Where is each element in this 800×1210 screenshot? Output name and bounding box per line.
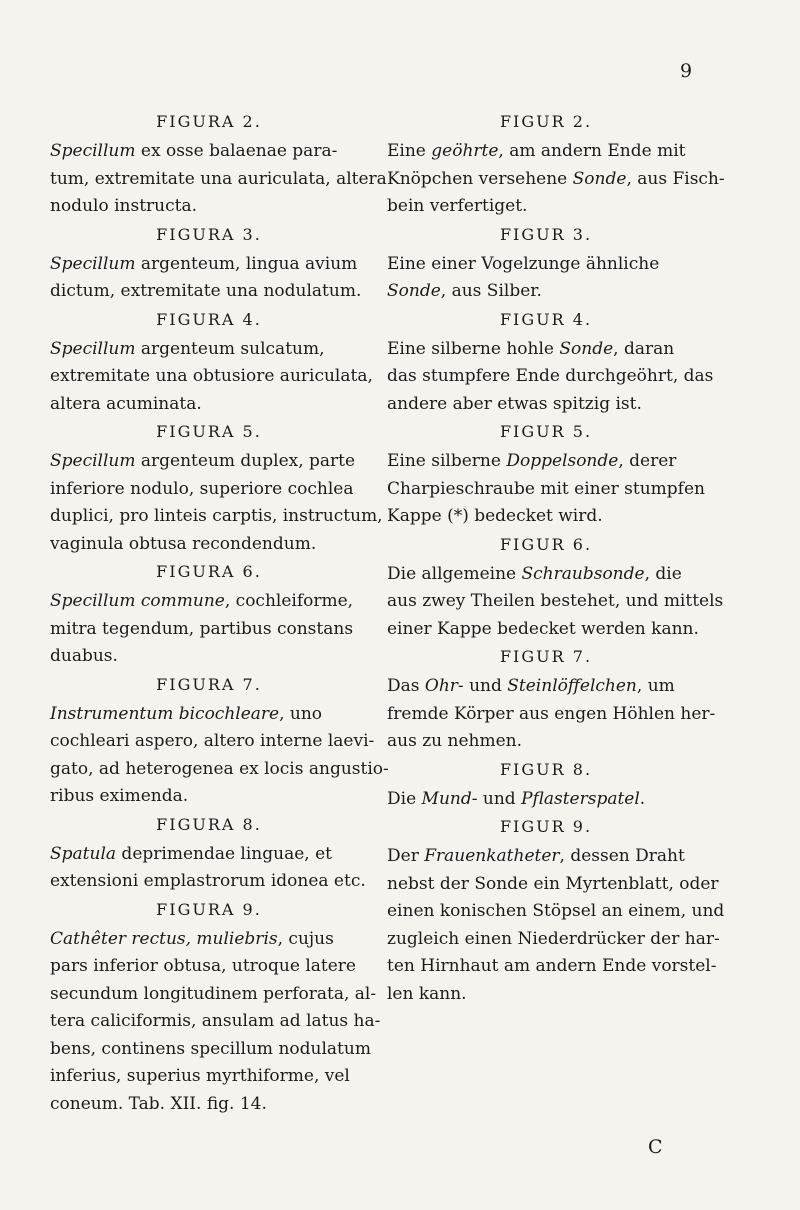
text-run: bens, continens specillum nodulatum [50,1038,371,1059]
text-run: secundum longitudinem perforata, al- [50,983,377,1004]
figure-description [387,843,725,1008]
text-run: duabus. [50,646,118,666]
italic-term: Mund [421,788,472,809]
figure-description [50,138,387,221]
italic-term: Steinlöffelchen [507,676,637,696]
italic-term: Schraubsonde [521,563,645,584]
text-run: , dessen Draht [559,846,685,866]
text-line [50,616,368,644]
text-run: altera acuminata. [50,393,202,414]
text-line [387,673,705,701]
figure-description [50,588,368,671]
text-run: einer Kappe bedecket werden kann. [387,618,699,639]
text-run: das stumpfere Ende durchgeöhrt, das [387,366,714,386]
figure-entry [50,562,368,671]
figure-heading: FIGUR 3. [499,224,593,244]
italic-term: Frauenkatheter [424,846,560,866]
text-run: andere aber etwas spitzig ist. [387,393,642,414]
text-run: cochleari aspero, altero interne laevi- [50,731,375,751]
page-number: 9 [680,60,693,82]
text-run: , aus Silber. [440,281,542,301]
text-line [387,871,719,899]
text-line [50,643,368,671]
text-run: len kann. [387,983,467,1004]
text-line [50,868,368,896]
text-run: zugleich einen Niederdrücker der har- [387,928,720,949]
text-run: tum, extremitate una auriculata, altera [50,168,387,189]
text-run: Charpieschraube mit einer stumpfen [387,478,705,499]
text-run: , derer [618,451,677,471]
italic-term: Sonde [572,168,627,189]
figure-heading: FIGURA 8. [156,814,262,834]
text-run: coneum. Tab. XII. fig. 14. [50,1093,267,1114]
text-run: , cujus [277,928,334,949]
text-line [50,783,368,811]
text-line [50,503,383,531]
text-line [387,363,714,391]
text-line [387,843,705,871]
text-run: fremde Körper aus engen Höhlen her- [387,703,716,724]
figure-heading: FIGURA 7. [156,674,262,694]
figure-entry [387,760,705,814]
text-line [387,391,705,419]
text-run: argenteum duplex, parte [135,451,356,471]
text-line [50,278,368,306]
text-line [387,193,705,221]
figure-entry [387,112,725,221]
figure-entry [50,815,368,896]
text-run: ribus eximenda. [50,786,189,806]
text-run: nodulo instructa. [50,196,197,216]
figure-description [50,251,368,306]
text-run: bein verfertiget. [387,196,528,216]
text-line [50,476,368,504]
figure-entry [387,647,716,756]
text-run: - und [471,788,522,809]
text-line [387,728,705,756]
text-run: ex osse balaenae para- [135,141,338,161]
italic-term: geöhrte [431,141,499,161]
italic-term: Specillum [50,253,136,274]
text-run: nebst der Sonde ein Myrtenblatt, oder [387,873,719,894]
text-run: gato, ad heterogenea ex locis angustio- [50,758,389,779]
figure-entry [50,422,383,558]
text-line [387,336,705,364]
figure-description [387,336,714,419]
text-line [50,166,387,194]
figure-description [50,841,368,896]
text-run: Die [387,788,422,809]
figure-heading: FIGUR 4. [499,309,593,329]
figure-description [50,701,389,811]
figure-entry [387,225,705,306]
text-line [50,728,375,756]
text-run: Der [387,846,425,866]
text-run: dictum, extremitate una nodulatum. [50,281,362,301]
figure-entry [50,112,387,221]
figure-entry [50,674,389,811]
signature-mark: C [648,1136,663,1158]
italic-term: Instrumentum bicochleare [50,703,280,724]
text-run: Eine silberne hohle [387,338,560,359]
text-line [387,616,705,644]
text-run: mitra tegendum, partibus constans [50,618,354,639]
figure-description [387,138,725,221]
text-line [387,448,705,476]
text-run: einen konischen Stöpsel an einem, und [387,901,725,921]
figure-heading: FIGUR 5. [499,422,593,441]
figure-entry [50,225,368,306]
figure-heading: FIGURA 2. [156,112,262,131]
figure-heading: FIGUR 7. [499,647,593,666]
text-run: , daran [613,338,675,359]
figure-description [387,673,716,756]
figure-heading: FIGURA 3. [156,224,262,244]
text-run: tera caliciformis, ansulam ad latus ha- [50,1011,381,1031]
figure-description [387,561,724,644]
figure-entry [387,534,724,644]
text-line [50,756,389,784]
text-line [50,531,368,559]
text-line [387,278,705,306]
text-line [387,981,705,1009]
text-run: aus zwey Theilen bestehet, und mittels [387,591,724,611]
italic-term: Sonde [559,338,614,359]
text-run: pars inferior obtusa, utroque latere [50,956,356,976]
figure-heading: FIGURA 5. [156,422,262,441]
text-run: extremitate una obtusiore auriculata, [50,366,373,386]
text-line [387,926,720,954]
text-line [387,138,705,166]
text-line [50,1036,371,1064]
text-line [387,701,716,729]
text-line [50,1063,368,1091]
text-run: Eine [387,141,432,161]
figure-heading: FIGURA 9. [156,899,262,919]
left-column [50,108,389,1120]
text-line [50,953,368,981]
text-line [50,138,368,166]
text-line [50,363,373,391]
figure-description [387,786,705,814]
italic-term: Specillum [50,451,136,471]
text-run: . [639,788,646,809]
figure-heading: FIGUR 2. [499,112,593,131]
text-line [387,166,725,194]
text-line [387,503,705,531]
text-run: Eine einer Vogelzunge ähnliche [387,253,660,274]
italic-term: Specillum [50,338,136,359]
text-run: Knöpchen versehene [387,168,573,189]
figure-description [50,448,383,558]
figure-heading: FIGURA 4. [156,309,262,329]
text-line [50,251,368,279]
italic-term: Ohr [424,676,458,696]
text-run: Kappe (*) bedecket wird. [387,506,603,526]
text-line [50,193,368,221]
figure-entry [50,309,373,419]
text-run: inferiore nodulo, superiore cochlea [50,478,354,499]
figure-entry [387,422,705,531]
right-column [387,108,725,1010]
text-run: vaginula obtusa recondendum. [50,533,317,554]
text-line [387,953,717,981]
figure-heading: FIGUR 8. [499,759,593,779]
text-line [50,1091,368,1119]
text-run: argenteum, lingua avium [135,253,358,274]
text-line [387,588,724,616]
text-run: , uno [279,703,323,724]
text-line [50,926,368,954]
figure-description [387,448,705,531]
text-line [50,1008,381,1036]
italic-term: Cathêter rectus, muliebris [50,928,278,949]
text-line [50,336,368,364]
text-run: ten Hirnhaut am andern Ende vorstel- [387,956,717,976]
italic-term: Doppelsonde [506,451,619,471]
text-line [387,476,705,504]
text-run: - und [457,676,508,696]
figure-heading: FIGURA 6. [156,562,262,581]
text-run: Die allgemeine [387,563,522,584]
figure-description [387,251,705,306]
text-line [387,786,705,814]
text-run: duplici, pro linteis carptis, instructum, [50,506,383,526]
text-line [387,898,725,926]
text-run: inferius, superius myrthiforme, vel [50,1066,350,1086]
italic-term: Spatula [50,843,117,864]
text-run: argenteum sulcatum, [135,338,325,359]
text-line [50,588,368,616]
text-line [50,841,368,869]
text-line [50,448,368,476]
text-run: deprimendae linguae, et [116,843,332,864]
figure-entry [387,817,725,1008]
figure-entry [387,309,714,419]
italic-term: Specillum commune [50,591,225,611]
text-run: Das [387,676,425,696]
text-line [50,701,368,729]
text-line [387,251,705,279]
figure-entry [50,899,381,1119]
figure-description [50,926,381,1119]
italic-term: Specillum [50,141,136,161]
text-run: extensioni emplastrorum idonea etc. [50,871,366,891]
italic-term: Sonde [387,281,441,301]
text-run: aus zu nehmen. [387,731,523,751]
text-line [50,981,377,1009]
figure-heading: FIGUR 6. [499,534,593,554]
text-run: Eine silberne [387,451,507,471]
text-run: , die [644,563,682,584]
figure-heading: FIGUR 9. [499,817,593,836]
text-run: , cochleiforme, [224,591,354,611]
text-run: , aus Fisch- [626,168,725,189]
text-line [387,561,705,589]
text-line [50,391,368,419]
text-run: , um [636,676,675,696]
text-run: , am andern Ende mit [498,141,686,161]
italic-term: Pflasterspatel [521,788,640,809]
figure-description [50,336,373,419]
